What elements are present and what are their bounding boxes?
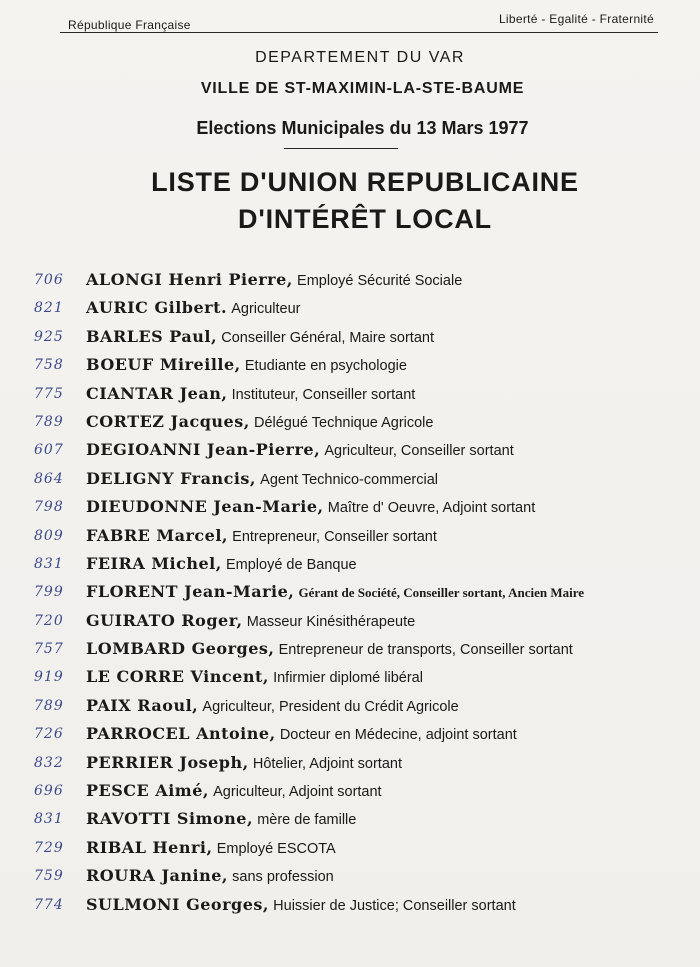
candidate-row bbox=[0, 834, 700, 862]
candidate-description: Entrepreneur de transports, Conseiller sortant bbox=[278, 642, 573, 659]
candidate-entry bbox=[86, 834, 336, 863]
candidate-description: Docteur en Médecine, adjoint sortant bbox=[279, 727, 517, 744]
candidate-row bbox=[0, 493, 700, 521]
header-republique: République Française bbox=[68, 18, 191, 32]
candidate-entry bbox=[86, 408, 433, 437]
candidate-row bbox=[0, 777, 700, 805]
candidate-entry bbox=[86, 607, 415, 636]
handwritten-vote-count: 758 bbox=[34, 357, 64, 374]
candidate-entry bbox=[86, 663, 423, 692]
candidate-row bbox=[0, 522, 700, 550]
candidate-entry bbox=[86, 862, 334, 891]
candidate-entry bbox=[86, 891, 516, 920]
candidate-description: Infirmier diplomé libéral bbox=[273, 670, 423, 687]
candidate-name: RIBAL Henri, bbox=[86, 837, 213, 857]
candidate-description: Hôtelier, Adjoint sortant bbox=[252, 755, 402, 772]
candidate-row bbox=[0, 266, 700, 294]
candidate-name: DEGIOANNI Jean-Pierre, bbox=[86, 440, 321, 460]
handwritten-vote-count: 720 bbox=[34, 612, 64, 629]
candidate-description: Instituteur, Conseiller sortant bbox=[231, 386, 416, 403]
candidate-description: Maître d' Oeuvre, Adjoint sortant bbox=[327, 500, 536, 517]
candidate-description: Agent Technico-commercial bbox=[260, 471, 439, 488]
candidate-entry bbox=[86, 805, 356, 834]
handwritten-vote-count: 696 bbox=[34, 783, 64, 800]
handwritten-vote-count: 729 bbox=[34, 839, 64, 856]
list-title-line-1: LISTE D'UNION REPUBLICAINE bbox=[151, 167, 579, 197]
candidate-name: ALONGI Henri Pierre, bbox=[86, 270, 293, 289]
candidate-entry bbox=[86, 777, 382, 806]
candidate-entry bbox=[86, 323, 434, 352]
handwritten-vote-count: 789 bbox=[34, 413, 64, 430]
handwritten-vote-count: 774 bbox=[34, 896, 64, 913]
candidate-row bbox=[0, 891, 700, 919]
candidate-name: DELIGNY Francis, bbox=[86, 468, 256, 488]
candidate-description: Employé de Banque bbox=[225, 556, 357, 573]
candidate-row bbox=[0, 351, 700, 379]
candidate-name: FLORENT Jean-Marie, bbox=[86, 582, 295, 602]
handwritten-vote-count: 832 bbox=[34, 754, 64, 771]
candidate-row bbox=[0, 805, 700, 833]
heading-underline bbox=[284, 148, 398, 149]
candidate-row bbox=[0, 550, 700, 578]
candidate-row bbox=[0, 862, 700, 890]
candidate-name: LOMBARD Georges, bbox=[86, 639, 275, 659]
candidate-name: SULMONI Georges, bbox=[86, 894, 269, 914]
candidate-entry bbox=[86, 749, 402, 778]
candidate-row bbox=[0, 294, 700, 322]
handwritten-vote-count: 831 bbox=[34, 555, 64, 572]
handwritten-vote-count: 607 bbox=[34, 442, 64, 459]
candidate-description: Gérant de Société, Conseiller sortant, Ancien Maire bbox=[298, 585, 585, 601]
candidate-name: DIEUDONNE Jean-Marie, bbox=[86, 497, 324, 517]
election-heading: Elections Municipales du 13 Mars 1977 bbox=[196, 118, 529, 138]
city-heading: VILLE DE ST-MAXIMIN-LA-STE-BAUME bbox=[200, 80, 525, 97]
candidate-row bbox=[0, 578, 700, 606]
candidate-row bbox=[0, 465, 700, 493]
candidate-list bbox=[0, 266, 700, 919]
candidate-description: Agriculteur, President du Crédit Agricole bbox=[202, 698, 459, 715]
candidate-description: Etudiante en psychologie bbox=[244, 358, 407, 375]
candidate-name: GUIRATO Roger, bbox=[86, 610, 243, 630]
candidate-description: mère de famille bbox=[257, 812, 357, 829]
candidate-description: Employé Sécurité Sociale bbox=[297, 273, 463, 289]
candidate-row bbox=[0, 607, 700, 635]
candidate-entry bbox=[86, 635, 573, 664]
candidate-description: sans profession bbox=[232, 869, 334, 886]
candidate-description: Agriculteur bbox=[231, 301, 301, 318]
handwritten-vote-count: 798 bbox=[34, 499, 64, 516]
candidate-name: PAIX Raoul, bbox=[86, 695, 199, 715]
candidate-entry bbox=[86, 380, 415, 409]
candidate-row bbox=[0, 408, 700, 436]
list-title bbox=[0, 164, 700, 238]
candidate-row bbox=[0, 635, 700, 663]
candidate-description: Huissier de Justice; Conseiller sortant bbox=[273, 897, 516, 914]
handwritten-vote-count: 925 bbox=[34, 328, 64, 345]
candidate-entry bbox=[86, 465, 438, 494]
candidate-row bbox=[0, 380, 700, 408]
candidate-description: Agriculteur, Conseiller sortant bbox=[324, 443, 514, 460]
candidate-name: FABRE Marcel, bbox=[86, 525, 228, 545]
candidate-description: Délégué Technique Agricole bbox=[253, 414, 434, 431]
candidate-name: AURIC Gilbert. bbox=[86, 298, 228, 318]
handwritten-vote-count: 831 bbox=[34, 811, 64, 828]
candidate-description: Entrepreneur, Conseiller sortant bbox=[232, 528, 437, 545]
candidate-entry bbox=[86, 294, 301, 323]
handwritten-vote-count: 864 bbox=[34, 470, 64, 487]
candidate-name: CORTEZ Jacques, bbox=[86, 411, 250, 431]
handwritten-vote-count: 821 bbox=[34, 300, 64, 317]
candidate-entry bbox=[86, 436, 514, 465]
candidate-row bbox=[0, 692, 700, 720]
candidate-entry bbox=[86, 550, 357, 579]
handwritten-vote-count: 706 bbox=[34, 272, 64, 288]
header-line bbox=[60, 10, 658, 33]
candidate-row bbox=[0, 720, 700, 748]
candidate-row bbox=[0, 749, 700, 777]
candidate-description: Masseur Kinésithérapeute bbox=[246, 613, 416, 630]
candidate-description: Conseiller Général, Maire sortant bbox=[221, 329, 434, 346]
candidate-row bbox=[0, 663, 700, 691]
candidate-entry bbox=[86, 493, 535, 522]
candidate-name: BOEUF Mireille, bbox=[86, 355, 241, 375]
handwritten-vote-count: 757 bbox=[34, 641, 64, 658]
candidate-name: BARLES Paul, bbox=[86, 326, 218, 346]
header-motto: Liberté - Egalité - Fraternité bbox=[498, 12, 654, 26]
candidate-entry bbox=[86, 522, 437, 551]
candidate-name: PESCE Aimé, bbox=[86, 781, 209, 801]
handwritten-vote-count: 789 bbox=[34, 697, 64, 714]
candidate-description: Agriculteur, Adjoint sortant bbox=[213, 784, 382, 801]
candidate-name: CIANTAR Jean, bbox=[86, 383, 228, 403]
candidate-name: ROURA Janine, bbox=[86, 866, 228, 886]
candidate-name: FEIRA Michel, bbox=[86, 553, 222, 573]
candidate-row bbox=[0, 436, 700, 464]
candidate-name: LE CORRE Vincent, bbox=[86, 667, 269, 687]
candidate-description: Employé ESCOTA bbox=[216, 840, 336, 857]
candidate-entry bbox=[86, 692, 459, 721]
candidate-name: RAVOTTI Simone, bbox=[86, 809, 254, 829]
handwritten-vote-count: 809 bbox=[34, 527, 64, 544]
candidate-name: PARROCEL Antoine, bbox=[86, 724, 276, 744]
list-title-line-2: D'INTÉRÊT LOCAL bbox=[238, 204, 492, 234]
candidate-name: PERRIER Joseph, bbox=[86, 752, 249, 772]
handwritten-vote-count: 759 bbox=[34, 868, 64, 885]
handwritten-vote-count: 726 bbox=[34, 726, 64, 743]
candidate-entry bbox=[86, 266, 462, 295]
handwritten-vote-count: 799 bbox=[34, 584, 64, 601]
candidate-row bbox=[0, 323, 700, 351]
candidate-entry bbox=[86, 578, 584, 607]
handwritten-vote-count: 919 bbox=[34, 669, 64, 686]
candidate-entry bbox=[86, 351, 407, 380]
department-heading: DEPARTEMENT DU VAR bbox=[255, 49, 465, 66]
candidate-entry bbox=[86, 720, 517, 749]
handwritten-vote-count: 775 bbox=[34, 385, 64, 402]
